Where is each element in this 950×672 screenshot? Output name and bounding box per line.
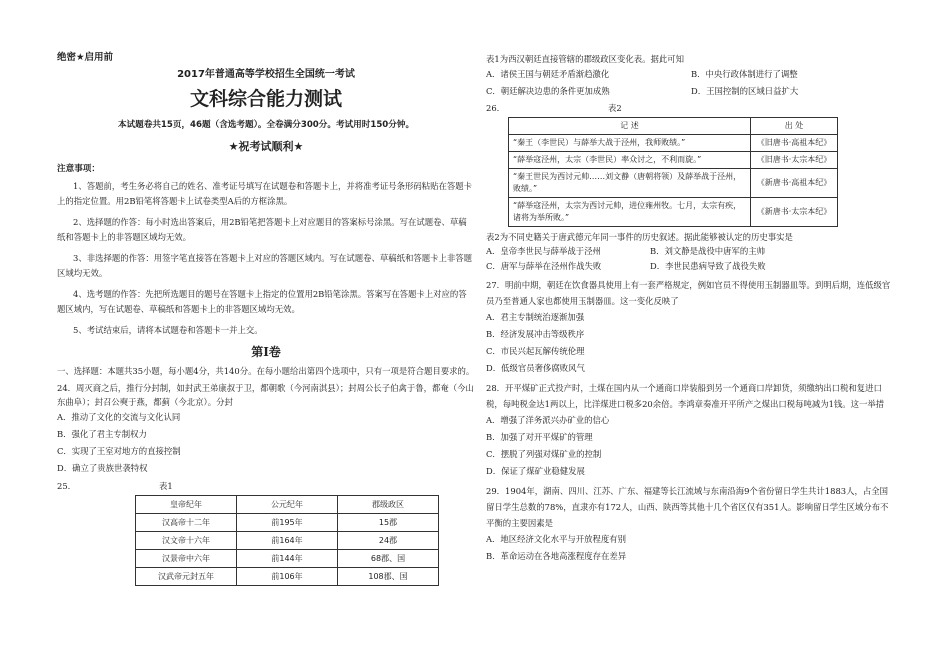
right-column bbox=[486, 52, 896, 565]
table-header-cell: 公元纪年 bbox=[237, 496, 338, 514]
exam-info: 本试题卷共15页，46题（含选考题）。全卷满分300分。考试用时150分钟。 bbox=[117, 120, 415, 130]
q28-option-a: A．增强了洋务派兴办矿业的信心 bbox=[486, 415, 610, 425]
section-title: 第Ⅰ卷 bbox=[251, 345, 281, 359]
note-item: 2、选择题的作答：每小时选出答案后，用2B铅笔把答题卡上对应题目的答案标号涂黑。写在试题卷、草稿纸和答题卡上的非答题区域均无效。 bbox=[57, 217, 467, 242]
q24-option-c: C．实现了王室对地方的直接控制 bbox=[57, 446, 181, 456]
table-cell: “秦王世民为西讨元帅……刘文静（唐朝将领）及薛举战于泾州，败绩。” bbox=[509, 169, 751, 198]
table-header-cell: 郡级政区 bbox=[338, 496, 439, 514]
table-cell: 108郡、国 bbox=[338, 568, 439, 586]
q29-option-b: B．革命运动在各地高涨程度存在差异 bbox=[486, 551, 627, 561]
table-2-caption: 表2 bbox=[608, 103, 622, 113]
table-cell: 汉文帝十六年 bbox=[136, 532, 237, 550]
q25-option-a: A．诸侯王国与朝廷矛盾渐趋激化 bbox=[486, 69, 610, 79]
table-header-row bbox=[509, 118, 838, 135]
table-cell: 《新唐书·太宗本纪》 bbox=[751, 198, 838, 227]
table-row bbox=[136, 568, 439, 586]
q29-option-a: A．地区经济文化水平与开放程度有别 bbox=[486, 534, 627, 544]
table-header-cell: 出 处 bbox=[751, 118, 838, 135]
table-2 bbox=[508, 117, 838, 227]
section-instruction: 一、选择题：本题共35小题，每小题4分，共140分。在每小题给出第四个选项中，只有一项是符合题目要求的。 bbox=[57, 366, 475, 376]
secret-label: 绝密★启用前 bbox=[57, 52, 114, 63]
q27-option-d: D．低级官员奢侈腐败风气 bbox=[486, 363, 585, 373]
table-row bbox=[136, 514, 439, 532]
table-cell: 《旧唐书·太宗本纪》 bbox=[751, 152, 838, 169]
table-1 bbox=[135, 495, 439, 586]
table-row bbox=[136, 532, 439, 550]
question-25-stem: 表1为西汉朝廷直接管辖的郡级政区变化表。据此可知 bbox=[486, 54, 684, 64]
table-cell: 24郡 bbox=[338, 532, 439, 550]
table-row bbox=[509, 152, 838, 169]
q26-caption-line bbox=[486, 102, 896, 114]
table-header-cell: 皇帝纪年 bbox=[136, 496, 237, 514]
q28-option-c: C．摆脱了列强对煤矿业的控制 bbox=[486, 449, 602, 459]
left-column bbox=[57, 52, 475, 586]
table-cell: “薛举寇泾州，太宗（李世民）率众讨之，不利而旋。” bbox=[509, 152, 751, 169]
exam-year-title: 2017年普通高等学校招生全国统一考试 bbox=[177, 69, 355, 80]
q25-option-b: B．中央行政体制进行了调整 bbox=[691, 69, 798, 79]
q24-option-b: B．强化了君主专制权力 bbox=[57, 429, 147, 439]
note-item: 1、答题前，考生务必将自己的姓名、准考证号填写在试题卷和答题卡上，并将准考证号条形码粘贴在答题卡上的指定位置。用2B铅笔将答题卡上试卷类型A后的方框涂黑。 bbox=[57, 181, 472, 206]
question-24-stem: 24．周灭商之后，推行分封制，如封武王弟康叔于卫，都朝歌（今河南淇县）；封周公长子伯禽于鲁，都奄（今山东曲阜）；封召公奭于燕，都蓟（今北京）。分封 bbox=[57, 383, 474, 407]
table-row bbox=[509, 198, 838, 227]
q27-option-a: A．君主专制统治逐渐加强 bbox=[486, 312, 585, 322]
table-cell: 《旧唐书·高祖本纪》 bbox=[751, 135, 838, 152]
q25-option-c: C．朝廷解决边患的条件更加成熟 bbox=[486, 86, 610, 96]
q26-number: 26. bbox=[486, 103, 500, 113]
table-cell: 前164年 bbox=[237, 532, 338, 550]
table-cell: 《新唐书·高祖本纪》 bbox=[751, 169, 838, 198]
q25-number: 25. bbox=[57, 481, 71, 491]
q26-options bbox=[486, 244, 896, 274]
q25-option-d: D．王国控制的区域日益扩大 bbox=[691, 86, 799, 96]
table-header-cell: 记 述 bbox=[509, 118, 751, 135]
good-luck-line: ★祝考试顺利★ bbox=[228, 140, 304, 153]
q25-options bbox=[486, 66, 896, 100]
table-row bbox=[509, 135, 838, 152]
q24-option-d: D．确立了贵族世袭特权 bbox=[57, 463, 148, 473]
q28-option-b: B．加强了对开平煤矿的管理 bbox=[486, 432, 593, 442]
table-row bbox=[509, 169, 838, 198]
q27-option-c: C．市民兴起瓦解传统伦理 bbox=[486, 346, 585, 356]
table-cell: 68郡、国 bbox=[338, 550, 439, 568]
q28-option-d: D．保证了煤矿业稳健发展 bbox=[486, 466, 585, 476]
table-cell: “薛举寇泾州，太宗为西讨元帅，进位雍州牧。七月，太宗有疾，诸将为举所败。” bbox=[509, 198, 751, 227]
page-title: 文科综合能力测试 bbox=[189, 88, 342, 110]
table-cell: 15郡 bbox=[338, 514, 439, 532]
question-29-stem: 29．1904年，湖南、四川、江苏、广东、福建等长江流域与东南沿海9个省份留日学生共计1883人，占全国留日学生总数的78%，直隶亦有172人，山西、陕西等其他十几个省区仅有351人。影响留日学生区域分布不平衡的主要因素是 bbox=[486, 486, 889, 528]
table-cell: 汉景帝中六年 bbox=[136, 550, 237, 568]
table-header-row bbox=[136, 496, 439, 514]
note-item: 4、选考题的作答：先把所选题目的题号在答题卡上指定的位置用2B铅笔涂黑。答案写在答题卡上对应的答题区域内，写在试题卷、草稿纸和答题卡上的非答题区域均无效。 bbox=[57, 289, 467, 314]
table-cell: 前106年 bbox=[237, 568, 338, 586]
q26-option-d: D．李世民患病导致了战役失败 bbox=[650, 261, 766, 271]
question-28-stem: 28．开平煤矿正式投产时，土煤在国内从一个通商口岸装船到另一个通商口岸卸货，须缴纳出口税和复进口税，每吨税金达1两以上，比洋煤进口税多20余倍。李鸿章奏准开平所产之煤出口税每吨减为1钱。这一举措 bbox=[486, 383, 885, 409]
table-cell: 前195年 bbox=[237, 514, 338, 532]
note-item: 5、考试结束后，请将本试题卷和答题卡一并上交。 bbox=[73, 325, 263, 335]
table-row bbox=[136, 550, 439, 568]
table-cell: 汉武帝元封五年 bbox=[136, 568, 237, 586]
table-cell: 汉高帝十二年 bbox=[136, 514, 237, 532]
q24-option-a: A．推动了文化的交流与文化认同 bbox=[57, 412, 181, 422]
question-26-stem: 表2为不同史籍关于唐武德元年同一事件的历史叙述。据此能够被认定的历史事实是 bbox=[486, 232, 793, 242]
q27-option-b: B．经济发展冲击等级秩序 bbox=[486, 329, 585, 339]
q26-option-a: A．皇帝李世民与薛举战于泾州 bbox=[486, 246, 601, 256]
table-cell: 前144年 bbox=[237, 550, 338, 568]
table-1-caption: 表1 bbox=[159, 481, 173, 491]
table-cell: “秦王（李世民）与薛举大战于泾州，我师败绩。” bbox=[509, 135, 751, 152]
notes-heading: 注意事项： bbox=[57, 164, 100, 174]
note-item: 3、非选择题的作答：用签字笔直接答在答题卡上对应的答题区域内。写在试题卷、草稿纸和答题卡上非答题区域均无效。 bbox=[57, 253, 472, 278]
q26-option-c: C．唐军与薛举在泾州作战失败 bbox=[486, 261, 602, 271]
q25-caption-line bbox=[57, 480, 475, 492]
question-27-stem: 27．明前中期，朝廷在饮食器具使用上有一套严格规定，例如官员不得使用玉制器皿等。到明后期，连低级官员乃至普通人家也都使用玉制器皿。这一变化反映了 bbox=[486, 280, 891, 306]
q26-option-b: B．刘文静是战役中唐军的主帅 bbox=[650, 246, 766, 256]
